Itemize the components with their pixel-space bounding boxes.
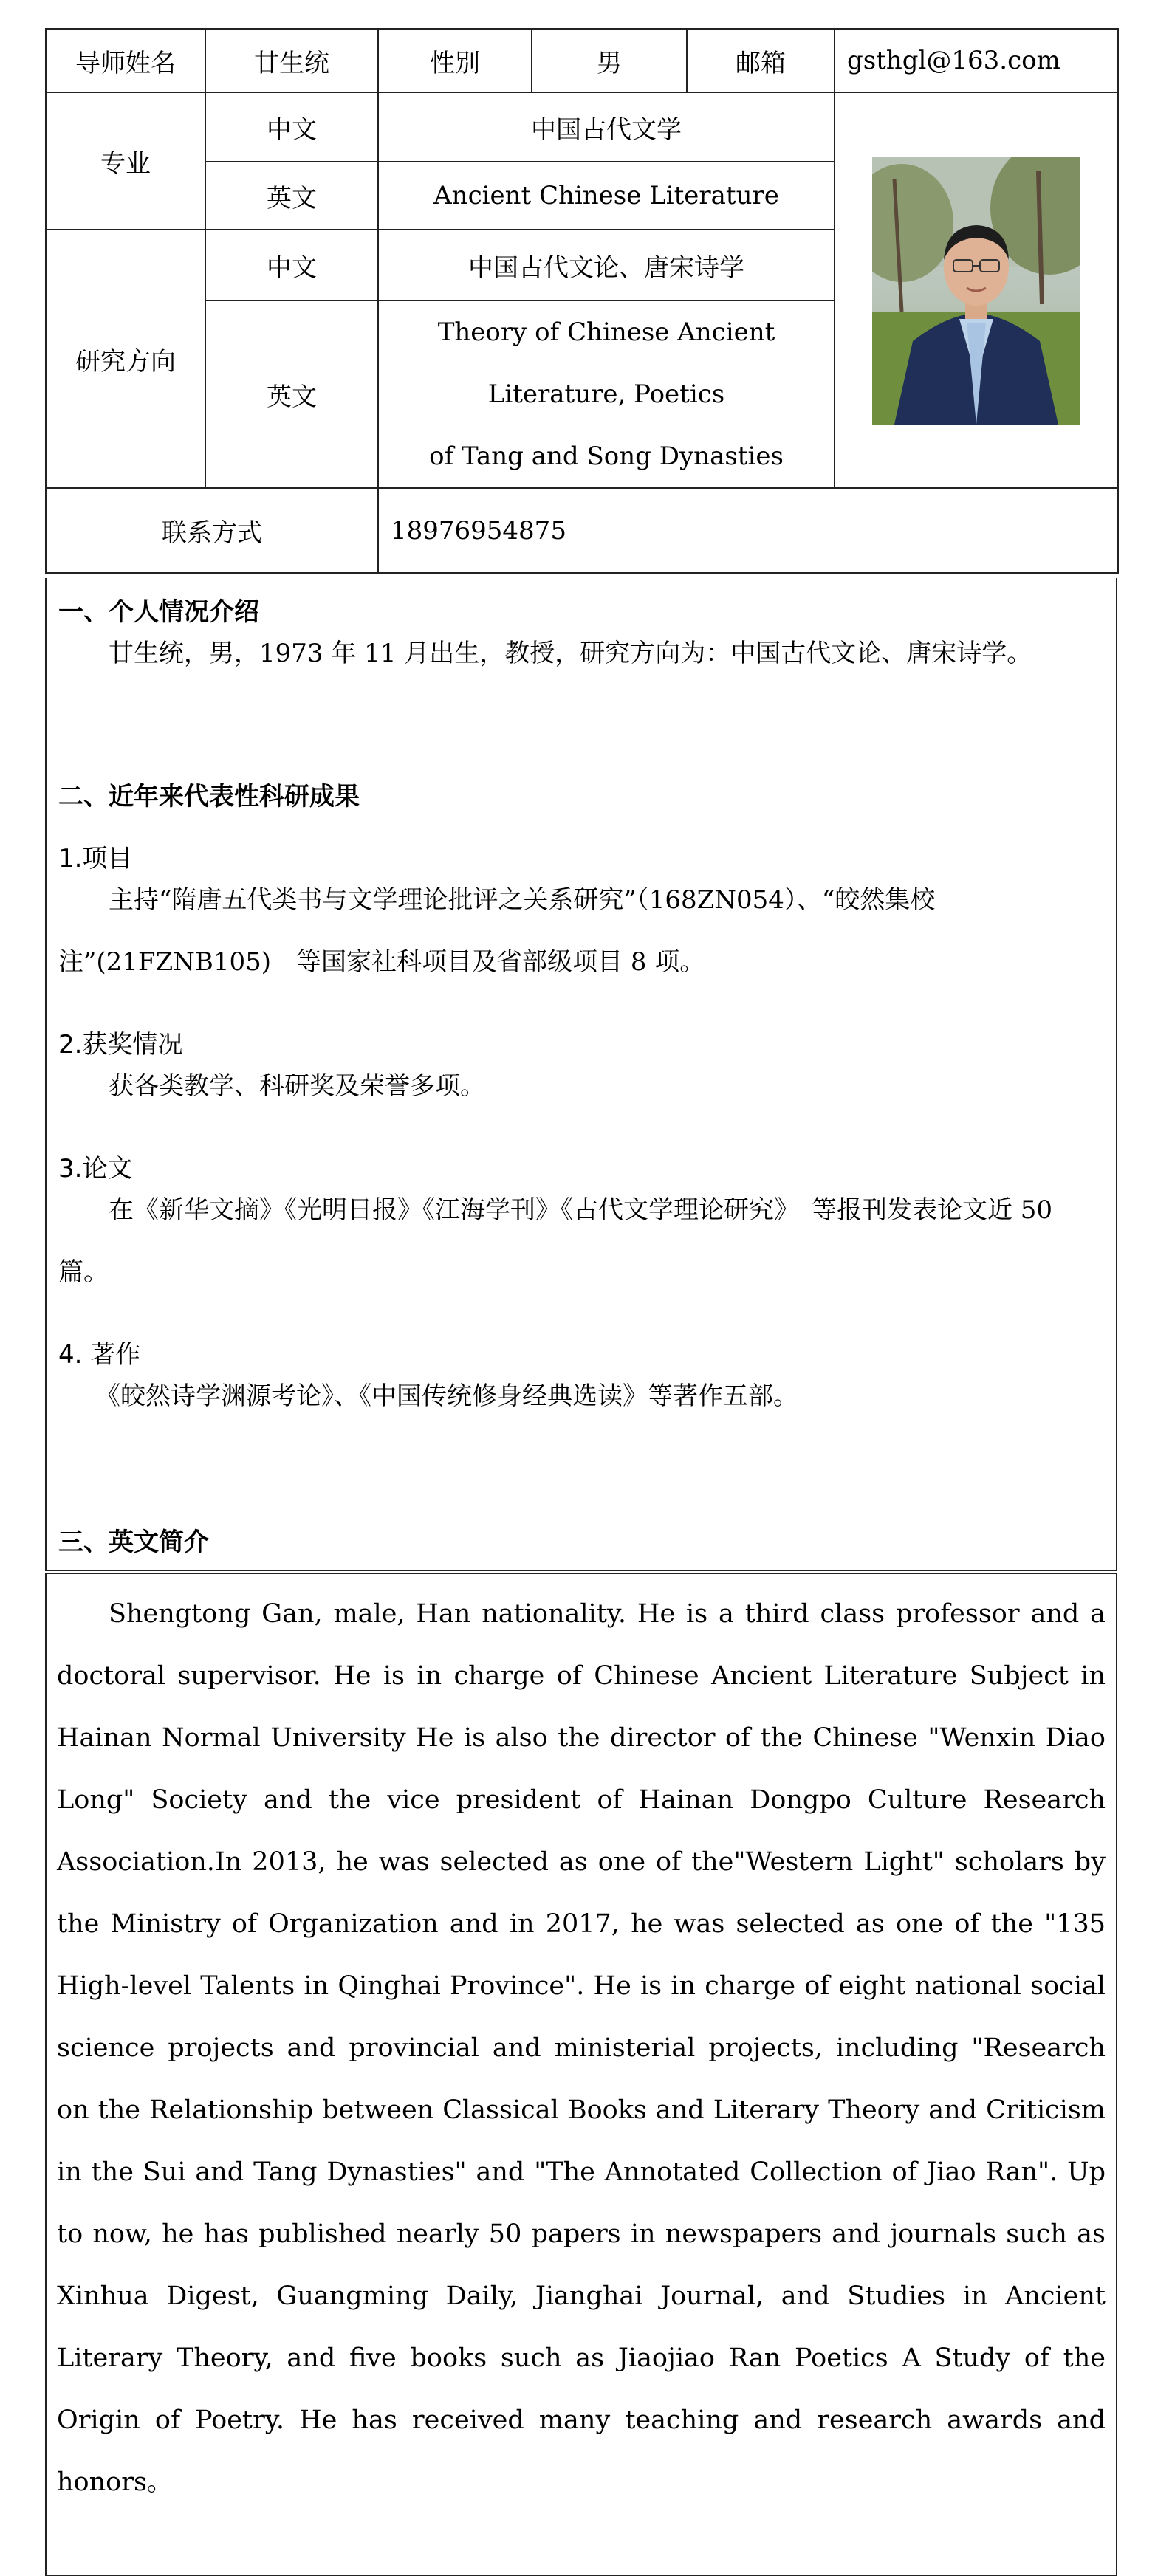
projects-title: 1.项目 <box>58 844 133 873</box>
advisor-portrait-photo <box>872 157 1080 425</box>
projects-text: 主持“隋唐五代类书与文学理论批评之关系研究”（168ZN054）、“皎然集校注”(21FZNB105) 等国家社科项目及省部级项目 8 项。 <box>58 885 936 977</box>
section-title-personal: 一、个人情况介绍 <box>58 597 259 627</box>
contact-label: 联系方式 <box>46 488 378 573</box>
email-value: gsthgl@163.com <box>835 29 1118 92</box>
research-cn-label: 中文 <box>205 230 378 300</box>
research-en-line: Theory of Chinese Ancient <box>437 317 775 347</box>
english-bio-text: Shengtong Gan, male, Han nationality. He is a third class professor and a doctoral supervisor. He is in charge of Chinese Ancient Literature Subject in Hainan Normal University He is also the director of the Chinese "Wenxin Diao Long" Society and the vice president of Hainan Dongpo Culture Research Association.In 2013, he was selected as one of the"Western Light" scholars by the Ministry of Organization and in 2017, he was selected as one of the "135 High-level Talents in Qinghai Province". He is in charge of eight national social science projects and provincial and ministerial projects, including "Research on the Relationship between Classical Books and Literary Theory and Criticism in the Sui and Tang Dynasties" and "The Annotated Collection of Jiao Ran". Up to now, he has published nearly 50 papers in newspapers and journals such as Xinhua Digest, Guangming Daily, Jianghai Journal, and Studies in Ancient Literary Theory, and five books such as Jiaojiao Ran Poetics A Study of the Origin of Poetry. He has received many teaching and research awards and honors。 <box>57 1599 1106 2497</box>
research-en-line: Literature, Poetics <box>487 379 725 409</box>
english-bio-section <box>45 1573 1117 2576</box>
section-title-english: 三、英文简介 <box>58 1528 209 1557</box>
advisor-name-label: 导师姓名 <box>46 29 205 92</box>
research-cn-value: 中国古代文论、唐宋诗学 <box>378 230 835 300</box>
major-label: 专业 <box>46 92 205 230</box>
awards-title: 2.获奖情况 <box>58 1030 183 1059</box>
research-en-value <box>378 300 835 488</box>
books-title: 4. 著作 <box>58 1340 141 1370</box>
advisor-info-table <box>45 28 1119 574</box>
papers-title: 3.论文 <box>58 1154 133 1184</box>
papers-text: 在《新华文摘》《光明日报》《江海学刊》《古代文学理论研究》 等报刊发表论文近 50 篇。 <box>58 1195 1053 1287</box>
portrait-cell <box>835 92 1118 488</box>
research-label: 研究方向 <box>46 230 205 488</box>
research-en-label: 英文 <box>205 300 378 488</box>
gender-value: 男 <box>532 29 687 92</box>
major-cn-label: 中文 <box>205 92 378 162</box>
section-title-research: 二、近年来代表性科研成果 <box>58 782 360 811</box>
contact-value: 18976954875 <box>378 488 1118 573</box>
major-cn-value: 中国古代文学 <box>378 92 835 162</box>
personal-intro-text: 甘生统，男，1973 年 11 月出生，教授，研究方向为：中国古代文论、唐宋诗学。 <box>109 639 1032 668</box>
awards-text: 获各类教学、科研奖及荣誉多项。 <box>109 1071 485 1101</box>
gender-label: 性别 <box>378 29 532 92</box>
major-en-value: Ancient Chinese Literature <box>378 162 835 230</box>
email-label: 邮箱 <box>687 29 835 92</box>
books-text: 《皎然诗学渊源考论》、《中国传统修身经典选读》等著作五部。 <box>95 1381 798 1411</box>
research-en-line: of Tang and Song Dynasties <box>429 442 784 471</box>
major-en-label: 英文 <box>205 162 378 230</box>
chinese-intro-section <box>45 578 1117 1571</box>
advisor-name-value: 甘生统 <box>205 29 378 92</box>
